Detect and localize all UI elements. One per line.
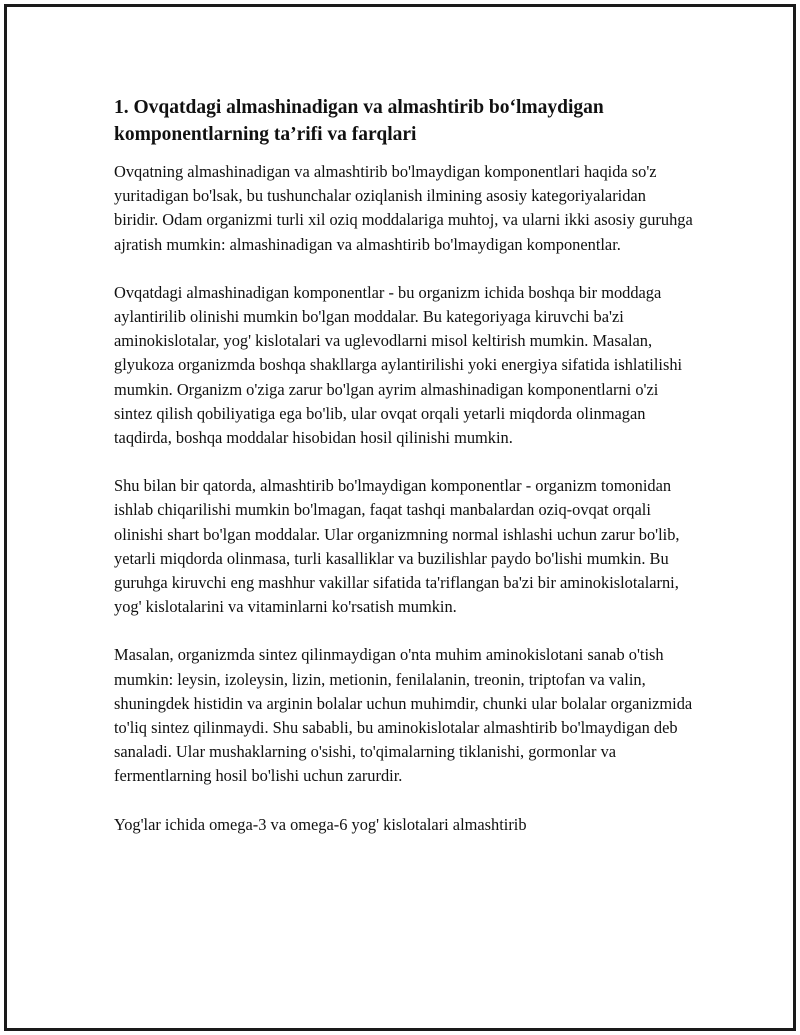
paragraph-4: Masalan, organizmda sintez qilinmaydigan o'nta muhim aminokislotani sanab o'tish mumkin: leysin, izoleysin, lizin, metionin, fenilalanin, treonin, triptofan va valin, shuningdek histidin va arginin bolalar uchun muhimdir, chunki ular bolalar organizmida to'liq sintez qilinmaydi. Shu sababli, bu aminokislotalar almashtirib bo'lmaydigan deb sanaladi. Ular mushaklarning o'sishi, to'qimalarning tiklanishi, gormonlar va fermentlarning hosil bo'lishi uchun zarurdir. — [114, 645, 693, 786]
paragraph-5: Yog'lar ichida omega-3 va omega-6 yog' kislotalari almashtirib — [114, 814, 527, 834]
paragraph-3: Shu bilan bir qatorda, almashtirib bo'lmaydigan komponentlar - organizm tomonidan ishlab chiqarilishi mumkin bo'lmagan, faqat tashqi manbalardan oziq-ovqat orqali olinishi shart bo'lgan moddalar. Ular organizmning normal ishlashi uchun zarur bo'lib, yetarli miqdorda olinmasa, turli kasalliklar va buzilishlar paydo bo'lishi mumkin. Bu guruhga kiruvchi eng mashhur vakillar sifatida ta'riflangan ba'zi bir aminokislotalarni, yog' kislotalarini va vitaminlarni ko'rsatish mumkin. — [114, 476, 680, 617]
section-heading: 1. Ovqatdagi almashinadigan va almashtirib bo‘lmaydigan komponentlarning ta’rifi va farqlari — [114, 97, 604, 145]
document-body — [114, 94, 694, 861]
paragraph-2: Ovqatdagi almashinadigan komponentlar - bu organizm ichida boshqa bir moddaga aylantirilib olinishi mumkin bo'lgan moddalar. Bu kategoriyaga kiruvchi ba'zi aminokislotalar, yog' kislotalari va uglevodlarni misol keltirish mumkin. Masalan, glyukoza organizmda boshqa shakllarga aylantirilishi yoki energiya sifatida ishlatilishi mumkin. Organizm o'ziga zarur bo'lgan ayrim almashinadigan komponentlarni o'zi sintez qilish qobiliyatiga ega bo'lib, ular ovqat orqali yetarli miqdorda olinmagan taqdirda, boshqa moddalar hisobidan hosil qilinishi mumkin. — [114, 282, 683, 448]
paragraph-1: Ovqatning almashinadigan va almashtirib bo'lmaydigan komponentlari haqida so'z yuritadigan bo'lsak, bu tushunchalar oziqlanish ilmining asosiy kategoriyalaridan biridir. Odam organizmi turli xil oziq moddalariga muhtoj, va ularni ikki asosiy guruhga ajratish mumkin: almashinadigan va almashtirib bo'lmaydigan komponentlar. — [114, 162, 693, 254]
